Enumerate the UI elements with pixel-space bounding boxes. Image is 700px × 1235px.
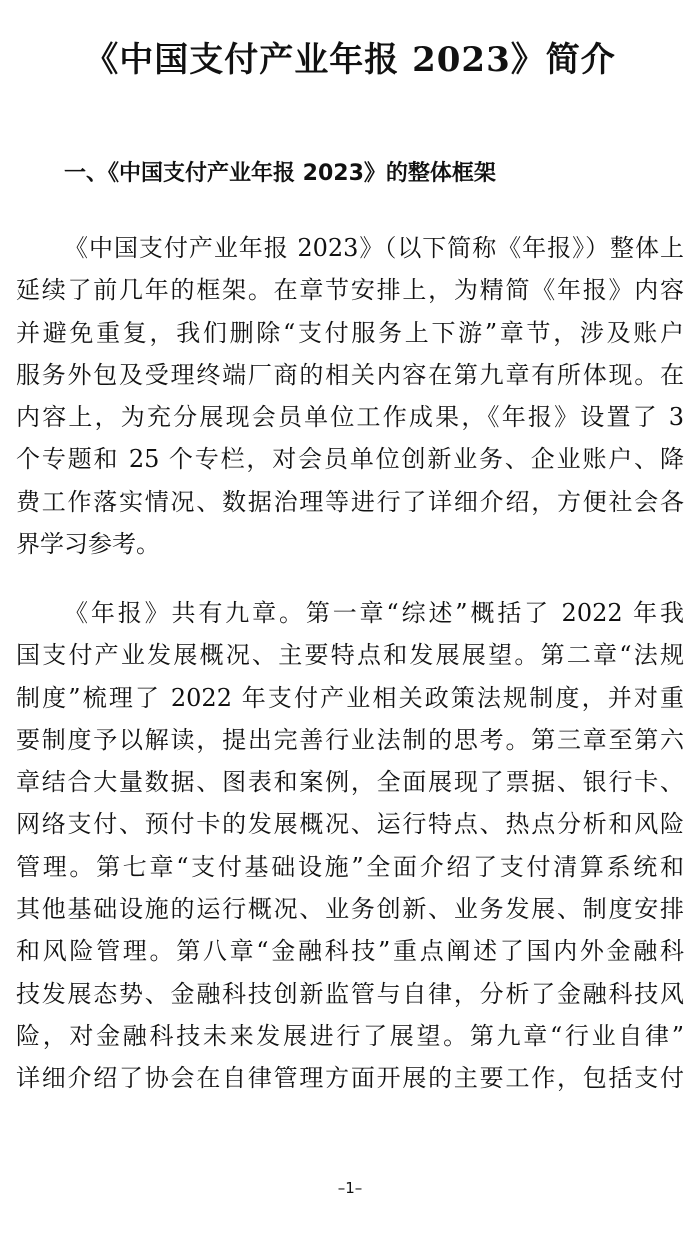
paragraph-line: 技发展态势、金融科技创新监管与自律，分析了金融科技风 xyxy=(16,979,684,1008)
section-heading: 一、《中国支付产业年报 2023》的整体框架 xyxy=(64,161,496,186)
paragraph-line: 个专题和 25 个专栏，对会员单位创新业务、企业账户、降 xyxy=(16,445,684,474)
paragraph-line: 详细介绍了协会在自律管理方面开展的主要工作，包括支付 xyxy=(16,1064,684,1093)
paragraph-line: 延续了前几年的框架。在章节安排上，为精简《年报》内容 xyxy=(16,276,684,305)
paragraph-line: 章结合大量数据、图表和案例，全面展现了票据、银行卡、 xyxy=(16,768,684,797)
paragraph-line: 险，对金融科技未来发展进行了展望。第九章“行业自律” xyxy=(16,1021,684,1050)
paragraph-framework-overview xyxy=(16,227,684,565)
paragraph-line: 国支付产业发展概况、主要特点和发展展望。第二章“法规 xyxy=(16,641,684,670)
paragraph-line: 制度”梳理了 2022 年支付产业相关政策法规制度，并对重 xyxy=(16,683,684,712)
paragraph-line: 内容上，为充分展现会员单位工作成果，《年报》设置了 3 xyxy=(16,403,684,432)
page-number: –1– xyxy=(337,1179,363,1197)
paragraph-line: 《年报》共有九章。第一章“综述”概括了 2022 年我 xyxy=(64,599,684,627)
paragraph-line: 要制度予以解读，提出完善行业法制的思考。第三章至第六 xyxy=(16,725,684,754)
paragraph-line: 《中国支付产业年报 2023》（以下简称《年报》）整体上 xyxy=(64,234,684,262)
document-title: 《中国支付产业年报 2023》简介 xyxy=(84,40,616,80)
paragraph-line: 和风险管理。第八章“金融科技”重点阐述了国内外金融科 xyxy=(16,937,684,966)
paragraph-line: 界学习参考。 xyxy=(16,530,160,559)
paragraph-line: 并避免重复，我们删除“支付服务上下游”章节，涉及账户 xyxy=(16,318,684,347)
paragraph-line: 其他基础设施的运行概况、业务创新、业务发展、制度安排 xyxy=(16,895,684,924)
paragraph-line: 服务外包及受理终端厂商的相关内容在第九章有所体现。在 xyxy=(16,360,684,389)
paragraph-chapter-summary xyxy=(16,592,684,1100)
paragraph-line: 费工作落实情况、数据治理等进行了详细介绍，方便社会各 xyxy=(16,487,684,516)
paragraph-line: 网络支付、预付卡的发展概况、运行特点、热点分析和风险 xyxy=(16,810,684,839)
paragraph-line: 管理。第七章“支付基础设施”全面介绍了支付清算系统和 xyxy=(16,852,684,881)
